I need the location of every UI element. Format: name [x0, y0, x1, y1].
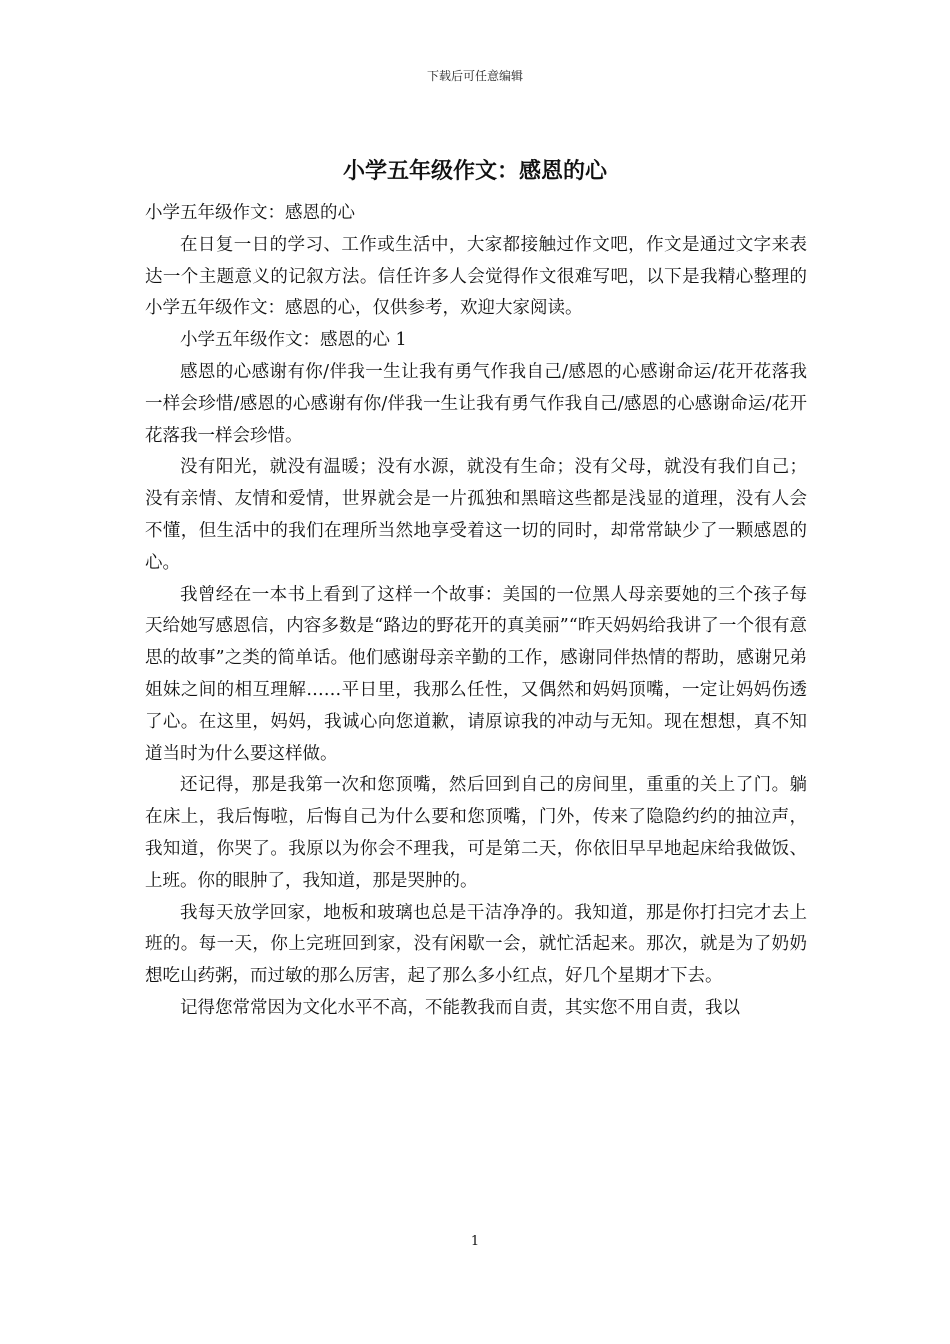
paragraph: 记得您常常因为文化水平不高，不能教我而自责，其实您不用自责，我以	[180, 997, 740, 1018]
paragraph: 没有阳光，就没有温暖；没有水源，就没有生命；没有父母，就没有我们自己；没有亲情、友情和爱情，世界就会是一片孤独和黑暗这些都是浅显的道理，没有人会不懂，但生活中的我们在理所当然地享受着这一切的同时，却常常缺少了一颗感恩的心。	[145, 457, 807, 573]
paragraph: 小学五年级作文：感恩的心	[145, 203, 355, 223]
section-heading: 小学五年级作文：感恩的心 1	[180, 330, 407, 351]
paragraph: 我曾经在一本书上看到了这样一个故事：美国的一位黑人母亲要她的三个孩子每天给她写感恩信，内容多数是“路边的野花开的真美丽”“昨天妈妈给我讲了一个很有意思的故事”之类的简单话。他们感谢母亲辛勤的工作，感谢同伴热情的帮助，感谢兄弟姐妹之间的相互理解……平日里，我那么任性，又偶然和妈妈顶嘴，一定让妈妈伤透了心。在这里，妈妈，我诚心向您道歉，请原谅我的冲动与无知。现在想想，真不知道当时为什么要这样做。	[145, 584, 807, 764]
page-header-note: 下载后可任意编辑	[426, 69, 523, 83]
paragraph: 还记得，那是我第一次和您顶嘴，然后回到自己的房间里，重重的关上了门。躺在床上，我后悔啦，后悔自己为什么要和您顶嘴，门外，传来了隐隐约约的抽泣声，我知道，你哭了。我原以为你会不理我，可是第二天，你依旧早早地起床给我做饭、上班。你的眼肿了，我知道，那是哭肿的。	[145, 775, 807, 891]
document-body	[145, 198, 807, 1025]
page-number: 1	[470, 1234, 480, 1249]
paragraph: 感恩的心感谢有你/伴我一生让我有勇气作我自己/感恩的心感谢命运/花开花落我一样会珍惜/感恩的心感谢有你/伴我一生让我有勇气作我自己/感恩的心感谢命运/花开花落我一样会珍惜。	[145, 361, 807, 446]
document-title: 小学五年级作文：感恩的心	[342, 158, 607, 184]
paragraph: 我每天放学回家，地板和玻璃也总是干洁净净的。我知道，那是你打扫完才去上班的。每一天，你上完班回到家，没有闲歇一会，就忙活起来。那次，就是为了奶奶想吃山药粥，而过敏的那么厉害，起了那么多小红点，好几个星期才下去。	[145, 902, 807, 987]
paragraph: 在日复一日的学习、工作或生活中，大家都接触过作文吧，作文是通过文字来表达一个主题意义的记叙方法。信任许多人会觉得作文很难写吧，以下是我精心整理的小学五年级作文：感恩的心，仅供参考，欢迎大家阅读。	[145, 234, 807, 319]
